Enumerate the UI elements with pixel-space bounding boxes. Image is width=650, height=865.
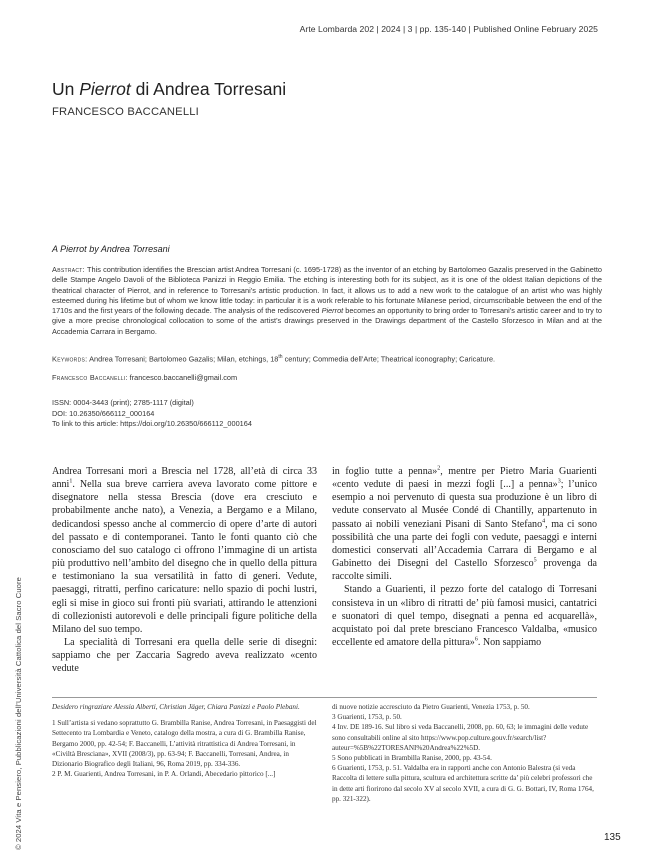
footnotes-divider — [52, 697, 597, 698]
keywords-text-b: century; Commedia dell’Arte; Theatrical iconography; Caricature. — [282, 354, 496, 364]
footnote: 5 Sono pubblicati in Brambilla Ranise, 2000, pp. 43-54. — [332, 754, 492, 763]
article-link[interactable]: To link to this article: https://doi.org/10.26350/666112_000164 — [52, 419, 252, 428]
body-paragraph — [52, 465, 317, 636]
footnote-ref[interactable]: 2 — [437, 465, 441, 472]
footnote-ref[interactable]: 6 — [474, 636, 478, 643]
article-title — [52, 79, 286, 100]
en-title-author: Andrea Torresani — [100, 244, 170, 254]
body-column-right — [332, 465, 597, 649]
keywords-label: Keywords: — [52, 354, 88, 364]
abstract-text-end: becomes an opportunity to bring order to Torresani’s artistic career and to try to give a more precise chronological collocation to some of the artist’s drawings preserved in the Drawings department of the Castello Sforzesco in Milan and at the Accademia Carrara in Bergamo. — [52, 306, 602, 336]
keywords — [52, 352, 602, 364]
body-text: Andrea Torresani morì a Brescia nel 1728, all’età di circa 33 anni — [52, 466, 317, 491]
abstract-text: This contribution identifies the Brescian artist Andrea Torresani (c. 1695-1728) as the inventor of an etching by Bartolomeo Gazalis preserved in the Gabinetto delle Stampe Angelo Davoli of the Biblioteca Panizzi in Reggio Emilia. The etching is interesting both for its subject, as it is one of the oldest Italian depictions of the theatrical character of Pierrot, and in reference to Torresani’s artistic production. In fact, it allows us to add a new work to the catalogue of an artist who was highly esteemed during his lifetime but of whom we know little today: in particular it is a work referable to his fortunate Milanese period, circumscribable between the end of the 1710s and the first years of the following decade. The analysis of the rediscovered — [52, 265, 602, 316]
en-title-by: by — [86, 244, 101, 254]
author-contact: Francesco Baccanelli: francesco.baccanelli@gmail.com — [52, 373, 238, 382]
article-identifiers — [52, 398, 252, 430]
body-text: provenga da raccolte simili. — [332, 558, 597, 583]
footnote-ref[interactable]: 1 — [69, 478, 73, 485]
footnote: 4 Inv. DE 189-16. Sul libro si veda Baccanelli, 2008, pp. 60, 63; le immagini delle vedute sono consultabili online al sito https://www.pop.culture.gouv.fr/search/list?auteur=%5B%22TORESANI%20Andrea%22%5D. — [332, 723, 589, 752]
footnote-ref[interactable]: 4 — [542, 518, 546, 525]
title-prefix: Un — [52, 79, 80, 99]
article-author: FRANCESCO BACCANELLI — [52, 106, 199, 118]
page-number: 135 — [604, 832, 621, 843]
keywords-text-a: Andrea Torresani; Bartolomeo Gazalis; Milan, etchings, 18 — [89, 354, 279, 364]
title-suffix: di Andrea Torresani — [130, 79, 287, 99]
footnote: 3 Guarienti, 1753, p. 50. — [332, 713, 402, 722]
copyright-text: © 2024 Vita e Pensiero, Pubblicazioni dell’Università Cattolica del Sacro Cuore — [14, 577, 23, 850]
footnotes-right — [332, 702, 597, 804]
title-italic: Pierrot — [79, 79, 131, 99]
contact-name: Francesco Baccanelli — [52, 373, 126, 382]
body-paragraph: La specialità di Torresani era quella delle serie di disegni: sappiamo che per Zaccaria Sagredo aveva realizzato «cento vedute — [52, 637, 317, 675]
footnote-continuation: di nuove notizie accresciuto da Pietro Guarienti, Venezia 1753, p. 50. — [332, 703, 530, 711]
abstract — [52, 265, 602, 337]
en-title-italic: Pierrot — [60, 244, 87, 254]
body-column-left — [52, 465, 317, 676]
body-paragraph — [332, 583, 597, 649]
body-text: . Nella sua breve carriera aveva lavorato come pittore e disegnatore nella stessa Brescia (dove era cresciuto e probabilmente anche nato), a Venezia, a Bergamo e a Milano, dedicandosi spesso anche al commercio di opere d’arte di autori del passato e di contemporanei. Tanto le fonti quanto ciò che conosciamo del suo catalogo ci offrono l’immagine di un artista più produttivo nell’ambito del disegno che in quello della pittura e testimoniano la sua versatilità in fatto di generi. Vedute, paesaggi, ritratti, perfino caricature: nello spazio di pochi lustri, egli si mise in gioco sui fronti più svariati, attirando le attenzioni di collezionisti autorevoli e delle principali figure politiche della Milano del suo tempo. — [52, 479, 317, 635]
body-text: Stando a Guarienti, il pezzo forte del catalogo di Torresani consisteva in un «libro di ritratti de’ più famosi musici, cantatrici e suonatori di quel tempo, disegnati a penna ed acquarellà», acquistato poi dal prete bresciano Francesco Valdalba, «musico eccellente ed amatore della pittura» — [332, 584, 597, 649]
keywords-sup: th — [278, 354, 283, 360]
english-title — [52, 244, 170, 254]
acknowledgment: Desidero ringraziare Alessia Alberti, Christian Jäger, Chiara Panizzi e Paolo Plebani. — [52, 703, 300, 711]
doi-line: DOI: 10.26350/666112_000164 — [52, 408, 155, 418]
footnote: 1 Sull’artista si vedano soprattutto G. Brambilla Ranise, Andrea Torresani, in Paesaggisti del Settecento tra Lombardia e Veneto, catalogo della mostra, a cura di G. Brambilla Ranise, Bergamo 2000, pp. 42-54; F. Baccanelli, L’attività ritrattistica di Andrea Torresani, in «Civiltà Bresciana», XVII (2008/3), pp. 63-94; F. Baccanelli, Torresani, Andrea, in Dizionario Biografico degli Italiani, 96, Roma 2019, pp. 334-336. — [52, 719, 317, 769]
body-text: , mentre per Pietro Maria Guarienti «cento vedute di paesi in mezzi fogli [...] a penna» — [332, 466, 597, 491]
body-text: in foglio tutte a penna» — [332, 466, 438, 477]
footnotes-left — [52, 702, 317, 779]
body-paragraph — [332, 465, 597, 583]
abstract-italic: Pierrot — [321, 306, 344, 316]
body-text: ; l’unico esempio a noi pervenuto di questa sua produzione è un libro di vedute conservato al Musée Condé di Chantilly, appartenuto in passato ai nobili veneziani Pisani di Santo Stefano — [332, 479, 597, 530]
body-text: . Non sappiamo — [477, 637, 542, 649]
issn-line: ISSN: 0004-3443 (print); 2785-1117 (digital) — [52, 398, 194, 407]
footnote-ref[interactable]: 3 — [557, 478, 561, 485]
footnote-ref[interactable]: 5 — [533, 557, 537, 564]
body-text: , ma ci sono possibilità che una parte dei fogli con vedute, paesaggi e interni domestici conservati all’Accademia Carrara di Bergamo e al Gabinetto dei Disegni del Castello Sforzesco — [332, 518, 598, 570]
footnote: 2 P. M. Guarienti, Andrea Torresani, in P. A. Orlandi, Abecedario pittorico [...] — [52, 770, 276, 779]
contact-email[interactable]: francesco.baccanelli@gmail.com — [129, 373, 238, 382]
journal-header: Arte Lombarda 202 | 2024 | 3 | pp. 135-140 | Published Online February 2025 — [299, 24, 598, 34]
footnote: 6 Guarienti, 1753, p. 51. Valdalba era in rapporti anche con Antonio Balestra (si veda Raccolta di lettere sulla pittura, scultura ed architettura scritte da’ più celebri professori che in dette arti fiorirono dal secolo XV al secolo XVII, a cura di G. G. Bottari, IV, Roma 1764, pp. 321-322). — [332, 764, 594, 803]
abstract-label: Abstract: — [52, 265, 85, 274]
en-title-prefix: A — [52, 244, 61, 254]
